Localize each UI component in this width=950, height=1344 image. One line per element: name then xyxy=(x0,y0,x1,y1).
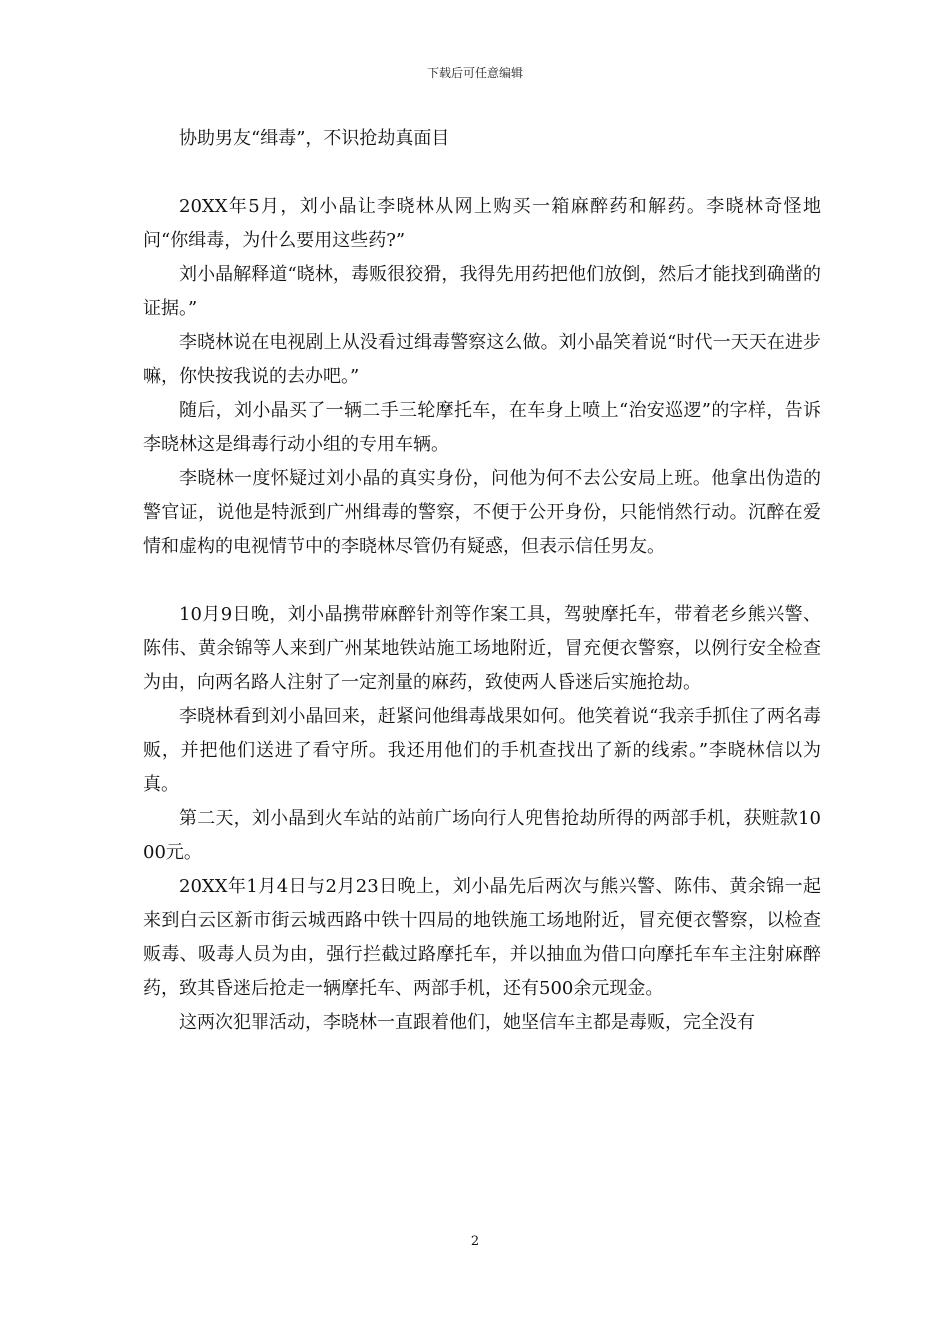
paragraph: 李晓林一度怀疑过刘小晶的真实身份，问他为何不去公安局上班。他拿出伪造的警官证，说他是特派到广州缉毒的警察，不便于公开身份，只能悄然行动。沉醉在爱情和虚构的电视情节中的李晓林尽管仍有疑惑，但表示信任男友。 xyxy=(143,468,821,557)
paragraph: 20XX年5月，刘小晶让李晓林从网上购买一箱麻醉药和解药。李晓林奇怪地问“你缉毒，为什么要用这些药?” xyxy=(143,196,821,251)
paragraph: 刘小晶解释道“晓林，毒贩很狡猾，我得先用药把他们放倒，然后才能找到确凿的证据。” xyxy=(143,264,821,319)
section-heading: 协助男友“缉毒”，不识抢劫真面目 xyxy=(179,128,450,149)
page-number: 2 xyxy=(470,1234,480,1249)
paragraph: 20XX年1月4日与2月23日晚上，刘小晶先后两次与熊兴警、陈伟、黄余锦一起来到白云区新市街云城西路中铁十四局的地铁施工场地附近，冒充便衣警察，以检查贩毒、吸毒人员为由，强行拦截过路摩托车，并以抽血为借口向摩托车车主注射麻醉药，致其昏迷后抢走一辆摩托车、两部手机，还有500余元现金。 xyxy=(143,876,821,999)
document-body xyxy=(143,122,821,1040)
paragraph: 李晓林说在电视剧上从没看过缉毒警察这么做。刘小晶笑着说“时代一天天在进步嘛，你快按我说的去办吧。” xyxy=(143,332,821,387)
paragraph: 李晓林看到刘小晶回来，赶紧问他缉毒战果如何。他笑着说“我亲手抓住了两名毒贩，并把他们送进了看守所。我还用他们的手机查找出了新的线索。”李晓林信以为真。 xyxy=(143,706,821,795)
paragraph: 随后，刘小晶买了一辆二手三轮摩托车，在车身上喷上“治安巡逻”的字样，告诉李晓林这是缉毒行动小组的专用车辆。 xyxy=(143,400,821,455)
paragraph: 这两次犯罪活动，李晓林一直跟着他们，她坚信车主都是毒贩，完全没有 xyxy=(179,1012,755,1033)
page-header-note: 下载后可任意编辑 xyxy=(426,66,523,80)
paragraph: 10月9日晚，刘小晶携带麻醉针剂等作案工具，驾驶摩托车，带着老乡熊兴警、陈伟、黄余锦等人来到广州某地铁站施工场地附近，冒充便衣警察，以例行安全检查为由，向两名路人注射了一定剂量的麻药，致使两人昏迷后实施抢劫。 xyxy=(143,604,821,693)
paragraph: 第二天，刘小晶到火车站的站前广场向行人兜售抢劫所得的两部手机，获赃款1000元。 xyxy=(143,808,821,863)
